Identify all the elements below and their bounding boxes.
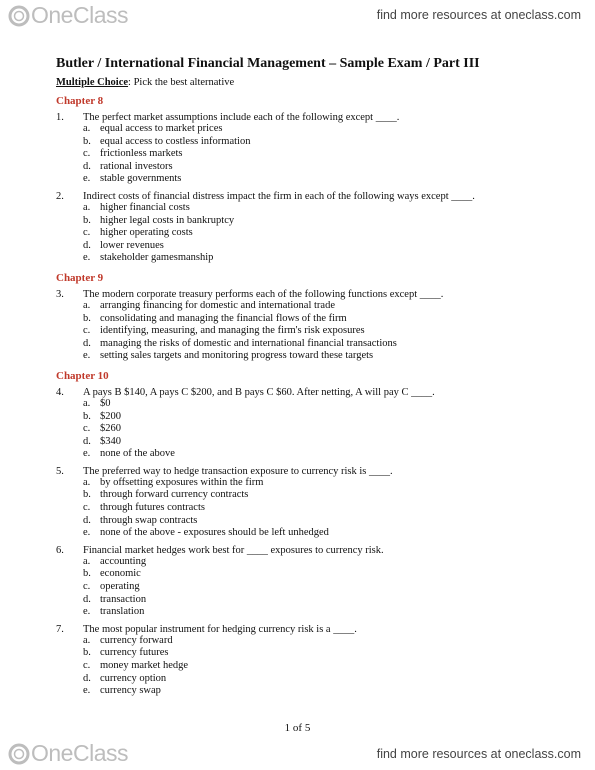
option-text: $260 (100, 423, 121, 435)
answer-option (56, 227, 546, 240)
answer-option (56, 240, 546, 253)
question-text: The preferred way to hedge transaction exposure to currency risk is ____. (83, 465, 393, 477)
answer-option (56, 398, 546, 411)
option-text: transaction (100, 593, 147, 605)
question-text: The modern corporate treasury performs each of the following functions except ____. (83, 288, 444, 300)
option-letter: c. (83, 325, 91, 337)
option-letter: a. (83, 123, 91, 134)
answer-option (56, 136, 546, 149)
question-number: 2. (56, 190, 64, 202)
option-letter: b. (83, 410, 91, 422)
answer-option (56, 325, 546, 338)
option-letter: a. (83, 397, 91, 409)
option-letter: b. (83, 135, 91, 147)
answer-option (56, 515, 546, 528)
question (56, 545, 546, 556)
footer-bar (0, 738, 595, 770)
option-text: operating (100, 581, 140, 593)
document-body (56, 56, 546, 698)
answer-option (56, 556, 546, 569)
option-letter: e. (83, 527, 91, 539)
option-letter: e. (83, 685, 91, 697)
answer-options (56, 556, 546, 619)
answer-option (56, 350, 546, 363)
option-letter: e. (83, 252, 91, 264)
document-title: Butler / International Financial Management – Sample Exam / Part III (56, 56, 480, 71)
instructions-text: : Pick the best alternative (128, 77, 235, 88)
option-letter: c. (83, 227, 91, 239)
answer-option (56, 568, 546, 581)
header-tagline-link[interactable]: find more resources at oneclass.com (376, 8, 581, 22)
oneclass-logo[interactable] (8, 2, 128, 29)
answer-option (56, 635, 546, 648)
option-text: stakeholder gamesmanship (100, 252, 214, 264)
chapter-heading: Chapter 8 (56, 95, 104, 107)
option-letter: b. (83, 647, 91, 659)
option-letter: d. (83, 337, 91, 349)
chapters-container (56, 95, 546, 698)
option-letter: e. (83, 173, 91, 185)
option-letter: a. (83, 555, 91, 567)
option-text: arranging financing for domestic and international trade (100, 299, 335, 311)
answer-option (56, 313, 546, 326)
question-text: Indirect costs of financial distress impact the firm in each of the following ways except ____. (83, 190, 475, 202)
answer-option (56, 173, 546, 186)
question (56, 112, 546, 123)
option-letter: a. (83, 299, 91, 311)
answer-option (56, 423, 546, 436)
option-text: by offsetting exposures within the firm (100, 476, 264, 488)
answer-options (56, 477, 546, 540)
question-text: The most popular instrument for hedging currency risk is a ____. (83, 623, 357, 635)
question (56, 387, 546, 398)
chapter-heading: Chapter 10 (56, 369, 109, 382)
option-text: none of the above - exposures should be left unhedged (100, 527, 329, 539)
option-text: stable governments (100, 173, 182, 185)
answer-option (56, 202, 546, 215)
option-letter: e. (83, 350, 91, 362)
option-text: $340 (100, 435, 121, 447)
option-letter: c. (83, 660, 91, 671)
oneclass-o-icon (8, 743, 30, 765)
option-text: $200 (100, 410, 121, 422)
brand-name: OneClass (31, 740, 128, 766)
footer-tagline-link[interactable]: find more resources at oneclass.com (376, 747, 581, 761)
answer-option (56, 436, 546, 449)
question-number: 3. (56, 288, 64, 300)
option-text: managing the risks of domestic and international financial transactions (100, 337, 397, 349)
header-bar (0, 0, 595, 30)
option-letter: b. (83, 214, 91, 226)
option-letter: d. (83, 514, 91, 526)
question (56, 624, 546, 635)
option-text: translation (100, 606, 145, 618)
option-letter: a. (83, 476, 91, 488)
option-letter: a. (83, 201, 91, 213)
option-text: currency forward (100, 634, 173, 646)
option-text: currency swap (100, 685, 161, 697)
answer-option (56, 673, 546, 686)
option-letter: d. (83, 593, 91, 605)
option-letter: e. (83, 606, 91, 618)
answer-option (56, 647, 546, 660)
question-number: 4. (56, 386, 64, 398)
option-text: through futures contracts (100, 502, 205, 514)
option-letter: c. (83, 423, 91, 435)
option-text: currency option (100, 672, 167, 684)
answer-options (56, 300, 546, 363)
oneclass-logo-footer[interactable] (8, 740, 128, 767)
answer-option (56, 477, 546, 490)
option-text: lower revenues (100, 239, 164, 251)
option-letter: c. (83, 502, 91, 514)
answer-option (56, 148, 546, 161)
answer-option (56, 660, 546, 673)
answer-options (56, 398, 546, 461)
option-letter: c. (83, 581, 91, 593)
option-letter: a. (83, 634, 91, 646)
question (56, 191, 546, 202)
option-text: setting sales targets and monitoring progress toward these targets (100, 350, 374, 362)
question-number: 7. (56, 623, 64, 635)
question-text: A pays B $140, A pays C $200, and B pays C $60. After netting, A will pay C ____. (83, 386, 435, 398)
option-text: equal access to market prices (100, 123, 223, 134)
answer-option (56, 161, 546, 174)
option-letter: b. (83, 568, 91, 580)
option-text: equal access to costless information (100, 135, 251, 147)
option-text: higher legal costs in bankruptcy (100, 214, 235, 226)
option-letter: c. (83, 148, 91, 160)
option-text: through swap contracts (100, 514, 198, 526)
option-letter: d. (83, 160, 91, 172)
answer-option (56, 300, 546, 313)
option-text: money market hedge (100, 660, 189, 671)
option-letter: d. (83, 239, 91, 251)
option-text: accounting (100, 555, 147, 567)
answer-option (56, 594, 546, 607)
option-letter: b. (83, 489, 91, 501)
option-text: higher financial costs (100, 201, 190, 213)
option-text: consolidating and managing the financial flows of the firm (100, 312, 347, 324)
answer-option (56, 411, 546, 424)
option-text: none of the above (100, 448, 175, 460)
answer-option (56, 338, 546, 351)
option-text: identifying, measuring, and managing the firm's risk exposures (100, 325, 365, 337)
question-number: 5. (56, 465, 64, 477)
answer-option (56, 252, 546, 265)
answer-option (56, 502, 546, 515)
option-text: $0 (100, 397, 111, 409)
brand-name: OneClass (31, 2, 128, 28)
instructions-label: Multiple Choice (56, 77, 129, 88)
option-letter: e. (83, 448, 91, 460)
answer-option (56, 448, 546, 461)
answer-option (56, 685, 546, 698)
oneclass-o-icon (8, 5, 30, 27)
option-text: rational investors (100, 160, 173, 172)
option-letter: d. (83, 435, 91, 447)
question (56, 289, 546, 300)
chapter-heading: Chapter 9 (56, 271, 104, 284)
option-text: economic (100, 568, 141, 580)
answer-option (56, 123, 546, 136)
answer-options (56, 202, 546, 265)
question (56, 466, 546, 477)
answer-option (56, 581, 546, 594)
option-text: frictionless markets (100, 148, 183, 160)
option-text: higher operating costs (100, 227, 193, 239)
answer-option (56, 215, 546, 228)
option-letter: d. (83, 672, 91, 684)
answer-options (56, 635, 546, 698)
question-text: The perfect market assumptions include each of the following except ____. (83, 112, 400, 123)
option-text: currency futures (100, 647, 169, 659)
instructions (56, 77, 546, 88)
question-number: 6. (56, 544, 64, 556)
answer-options (56, 123, 546, 186)
option-letter: b. (83, 312, 91, 324)
answer-option (56, 606, 546, 619)
answer-option (56, 489, 546, 502)
page-number: 1 of 5 (284, 722, 311, 734)
answer-option (56, 527, 546, 540)
option-text: through forward currency contracts (100, 489, 249, 501)
question-text: Financial market hedges work best for ____ exposures to currency risk. (83, 544, 384, 556)
question-number: 1. (56, 112, 64, 123)
